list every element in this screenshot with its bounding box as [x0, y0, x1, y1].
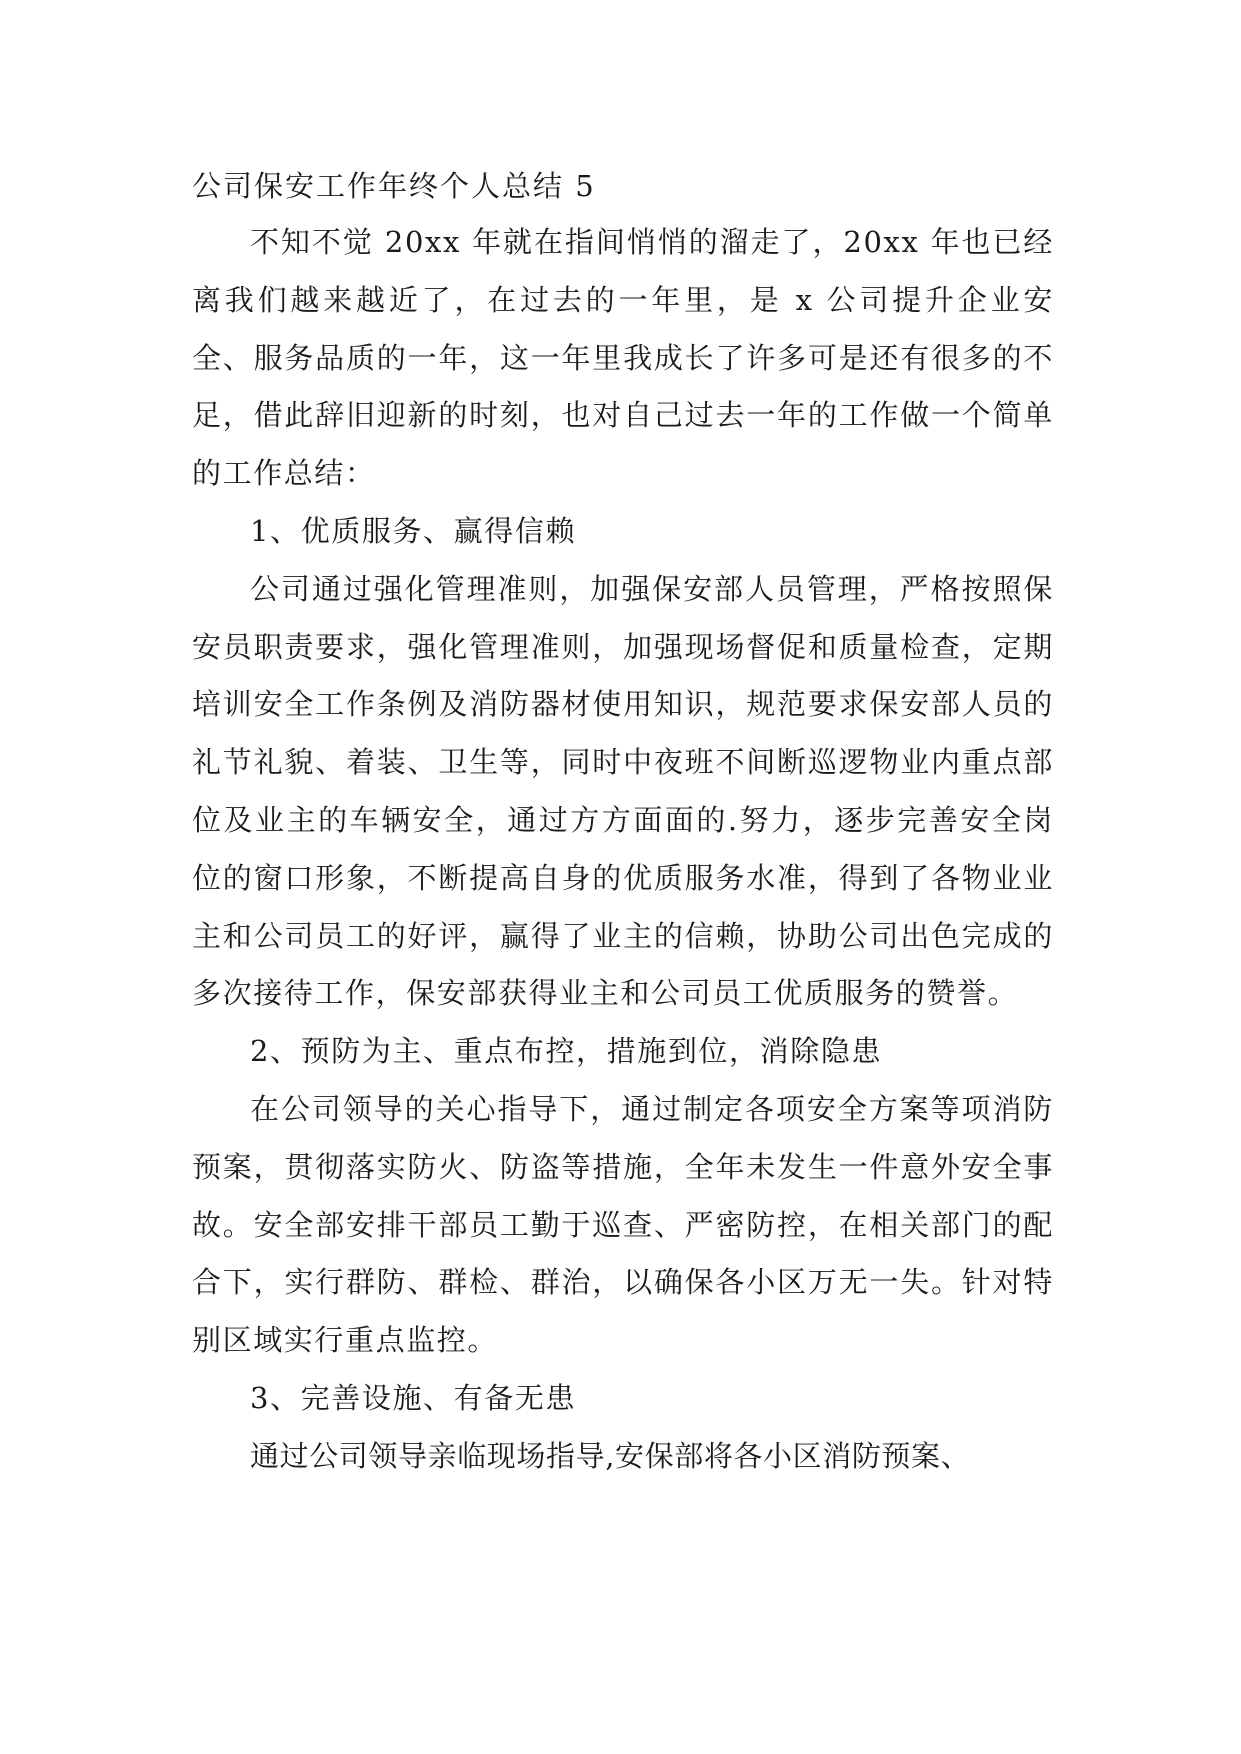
document-title: 公司保安工作年终个人总结 5 [192, 169, 596, 203]
section-1-heading: 1、优质服务、赢得信赖 [250, 513, 577, 548]
document-content [192, 158, 1054, 1486]
intro-paragraph: 不知不觉 20xx 年就在指间悄悄的溜走了，20xx 年也已经离我们越来越近了，在过去的一年里，是 x 公司提升企业安全、服务品质的一年，这一年里我成长了许多可是还有很多的不足，借此辞旧迎新的时刻，也对自己过去一年的工作做一个简单的工作总结： [192, 225, 1054, 491]
section-3-paragraph: 通过公司领导亲临现场指导,安保部将各小区消防预案、 [250, 1438, 971, 1473]
section-1-paragraph: 公司通过强化管理准则，加强保安部人员管理，严格按照保安员职责要求，强化管理准则，加强现场督促和质量检查，定期培训安全工作条例及消防器材使用知识，规范要求保安部人员的礼节礼貌、着装、卫生等，同时中夜班不间断巡逻物业内重点部位及业主的车辆安全，通过方方面面的.努力，逐步完善安全岗位的窗口形象，不断提高自身的优质服务水准，得到了各物业业主和公司员工的好评，赢得了业主的信赖，协助公司出色完成的多次接待工作，保安部获得业主和公司员工优质服务的赞誉。 [192, 571, 1054, 1011]
section-2-heading: 2、预防为主、重点布控，措施到位，消除隐患 [250, 1034, 883, 1069]
section-3-heading: 3、完善设施、有备无患 [250, 1380, 577, 1415]
section-2-paragraph: 在公司领导的关心指导下，通过制定各项安全方案等项消防预案，贯彻落实防火、防盗等措施，全年未发生一件意外安全事故。安全部安排干部员工勤于巡查、严密防控，在相关部门的配合下，实行群防、群检、群治，以确保各小区万无一失。针对特别区域实行重点监控。 [192, 1091, 1054, 1358]
